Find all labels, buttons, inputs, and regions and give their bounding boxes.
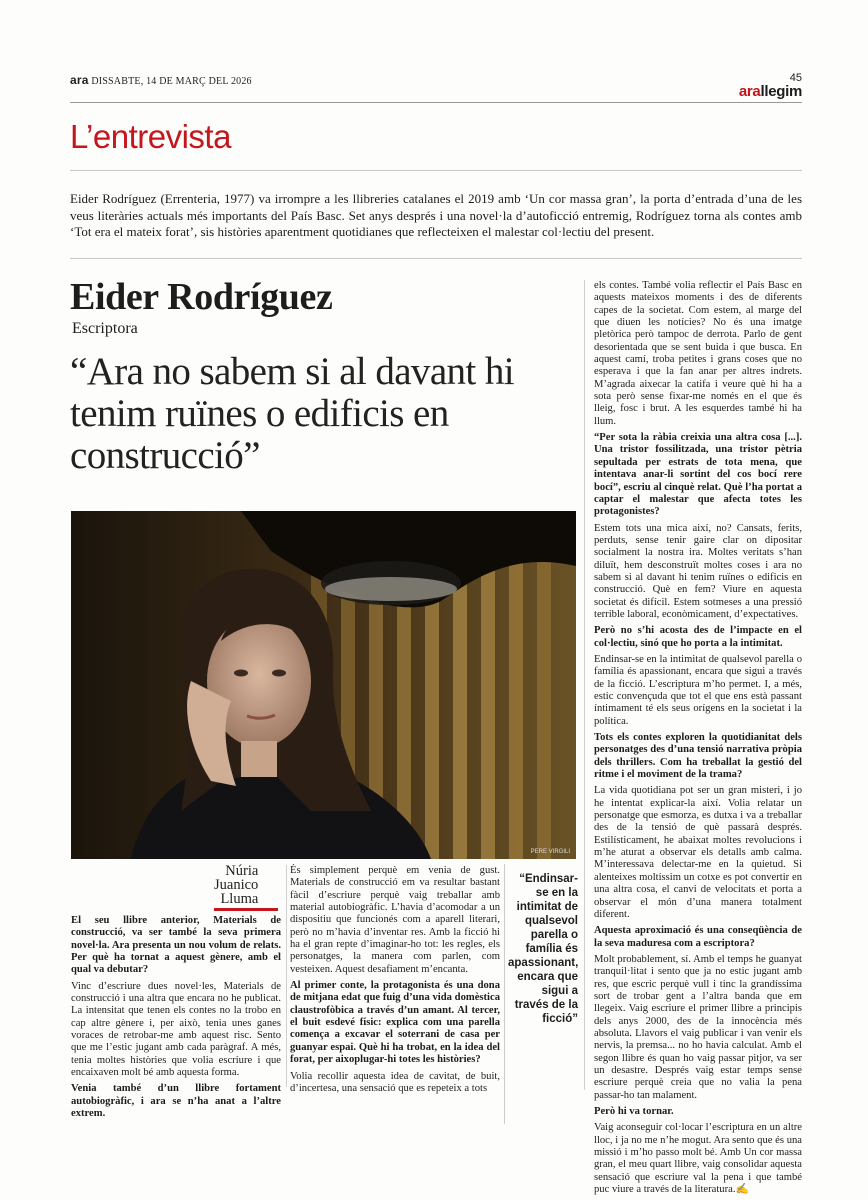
photo-credit: PERE VIRGILI	[530, 849, 570, 855]
question-8: Però hi va tornar.	[594, 1106, 674, 1117]
column-divider-1	[286, 865, 287, 1087]
portrait-photo	[71, 511, 576, 859]
section-divider	[70, 170, 802, 171]
interviewee-role: Escriptora	[72, 320, 138, 337]
headline-quote: “Ara no sabem si al davant hi tenim ruïnes o edificis en construcció”	[70, 350, 514, 477]
article-column-1	[71, 915, 281, 1125]
brand-ara: ara	[738, 83, 761, 100]
question-2: Venia també d’un llibre fortament autobiogràfic, i ara se n’ha anat a l’altre extrem.	[71, 1083, 281, 1120]
pull-quote: “Endinsar-se en la intimitat de qualsevol parella o família és apassionant, encara que sigui a través de la ficció”	[508, 873, 579, 1025]
header-divider	[70, 102, 802, 103]
newspaper-logo: ara	[70, 73, 89, 87]
author-accent-bar	[214, 908, 278, 911]
question-5: Però no s’hi acosta des de l’impacte en el col·lectiu, sinó que ho porta a la intimitat.	[594, 625, 802, 649]
column-divider-2	[584, 280, 585, 1090]
intro-divider	[70, 258, 802, 259]
portrait-illustration	[71, 511, 576, 859]
question-3: Al primer conte, la protagonista és una dona de mitjana edat que fuig d’una vida domèstica claustrofòbica a través d’un amant. Al tercer, el buit esdevé físic: explica com una parella comença a excavar el soterrani de casa per guanyar espai. Què hi ha trobat, en la idea del forat, per aixoplugar-hi totes les històries?	[290, 980, 500, 1066]
article-column-2	[290, 865, 500, 1099]
question-1: El seu llibre anterior, Materials de construcció, va ser també la seva primera novel·la. Ara presenta un nou volum de relats. Per què ha tornat a aquest gènere, amb el qual va debutar?	[71, 915, 281, 976]
intro-paragraph: Eider Rodríguez (Errenteria, 1977) va irrompre a les llibreries catalanes el 2019 amb ‘Un cor massa gran’, la porta d’entrada d’una de les veus literàries actuals més importants del País Basc. Set anys després i una novel·la d’autoficció entremig, Rodríguez torna als contes amb ‘Tot era el mateix forat’, sis històries aparentment quotidianes que reflecteixen el malestar col·lectiu del present.	[70, 191, 802, 240]
article-column-3	[594, 280, 802, 1200]
page-number: 45	[789, 72, 802, 84]
author-first-name: Núria	[225, 863, 259, 879]
answer-4: Estem tots una mica així, no? Cansats, ferits, perduts, sense tenir gaire clar on dipositar socialment la nostra ira. Moltes veritats s’han diluït, hem desconstruït moltes coses i ara no sabem si al davant hi tenim ruïnes o edificis en construcció. Què en fem? Viure en aquesta societat és difícil. Estem sotmeses a una pressió terrible laboral, econòmicament, d’expectatives.	[594, 522, 802, 620]
answer-7: Molt probablement, sí. Amb el temps he guanyat tranquil·litat i sento que ja no estic jugant amb res, que escric perquè vull i tinc la grandíssima sort de trobar gent a l’altra banda que em llegeix. Vaig escriure el primer llibre a principis dels anys 2000, des de la innocència més absoluta. Llavors el vaig publicar i van venir els nervis, la premsa... no ho havia calculat. Amb el segon llibre és quan ho vaig passar pitjor, va ser un desastre. Després vaig estar temps sense escriure perquè creia que no valia la pena passar-ho tan malament.	[594, 953, 802, 1101]
question-7: Aquesta aproximació és una conseqüència de la seva maduresa com a escriptora?	[594, 925, 802, 949]
answer-1: Vinc d’escriure dues novel·les, Materials de construcció i una altra que encara no he publicat. La intensitat que tenen els contes no la trobo en cap altre gènere i, per això, tenia unes ganes voraces de retrobar-me amb aquest risc. Sento que me l’estic jugant amb cada paràgraf. A més, tenia moltes històries que volia escriure i que encaixaven molt bé amb aquesta forma.	[71, 980, 281, 1079]
issue-date: DISSABTE, 14 DE MARÇ DEL 2026	[91, 76, 252, 87]
answer-2: És simplement perquè em venia de gust. Materials de construcció em va resultar bastant fàcil d’escriure perquè vaig treballar amb material autobiogràfic. L’havia d’acomodar a un dispositiu que funcionés com a aparell literari, però no m’havia d’inventar res. Amb la ficció hi ha el gran repte d’imaginar-ho tot: les regles, els personatges, la manera com parlen, com vesteixen. Aquest desafiament m’encanta.	[290, 865, 500, 975]
interviewee-name: Eider Rodríguez	[70, 276, 333, 318]
page-header-left	[70, 73, 252, 87]
answer-3: Volia recollir aquesta idea de cavitat, de buit, d’incertesa, una sensació que es repeteix a tots	[290, 1070, 500, 1094]
question-6: Tots els contes exploren la quotidianitat dels personatges des d’una tensió narrativa pròpia dels thrillers. Com ha treballat la gestió del ritme i el moviment de la trama?	[594, 732, 802, 781]
answer-3-continued: els contes. També volia reflectir el País Basc en aquests mateixos moments i des de diferents capes de la societat. Com estem, al marge del que diuen les notícies? No és una imatge pletòrica però tampoc de derrota. Parlo de gent desorientada que se sent buida i que busca. En aquest camí, troba petites i grans coses que no esperava i que la fan anar per altres indrets. M’agrada aixecar la catifa i veure què hi ha a sota però sense fixar-me només en el que és lleig, fosc i brut. A les esquerdes també hi ha llum.	[594, 280, 802, 427]
answer-8: Vaig aconseguir col·locar l’escriptura en un altre lloc, i ja no me n’he mogut. Ara sento que és una missió i m’ho passo molt bé. Amb Un cor massa gran, el meu quart llibre, vaig consolidar aquesta sensació que escriure val la pena i que també puc viure a través de la literatura.✍	[594, 1122, 802, 1196]
author-surname-2: Lluma	[220, 891, 259, 907]
question-4: “Per sota la ràbia creixia una altra cosa [...]. Una tristor fossilitzada, una tristor pètria sepultada per estrats de tota mena, que intentava anar-li sortint del cos bocí rere bocí”, escriu al cinquè relat. Què l’ha portat a captar el malestar que afecta totes les protagonistes?	[594, 432, 802, 518]
brand-llegim: llegim	[760, 83, 802, 100]
pull-quote-divider	[504, 864, 505, 1124]
section-title: L’entrevista	[70, 118, 231, 155]
supplement-brand	[739, 83, 802, 100]
answer-5: Endinsar-se en la intimitat de qualsevol parella o família és apassionant, encara que sigui a través de la ficció. L’escriptura m’ho permet. I, a més, estic convençuda que tot el que ens està passant íntimament té els seus orígens en la societat i la política.	[594, 653, 802, 727]
answer-6: La vida quotidiana pot ser un gran misteri, i jo he intentat explicar-la així. Volia relatar un personatge que esmorza, es dutxa i va a treballar des de la tensió de què passarà després. Estilísticament, he abaixat moltes revolucions i m’he aturat a observar els detalls amb calma. M’interessava delectar-me en la quietud. Si alenteixes moltíssim un cotxe es pot convertir en una altra cosa, el canvi de velocitats et porta a observar el món d’una manera totalment diferent.	[594, 785, 802, 920]
author-byline	[214, 864, 258, 906]
author-surname-1: Juanico	[214, 877, 259, 893]
